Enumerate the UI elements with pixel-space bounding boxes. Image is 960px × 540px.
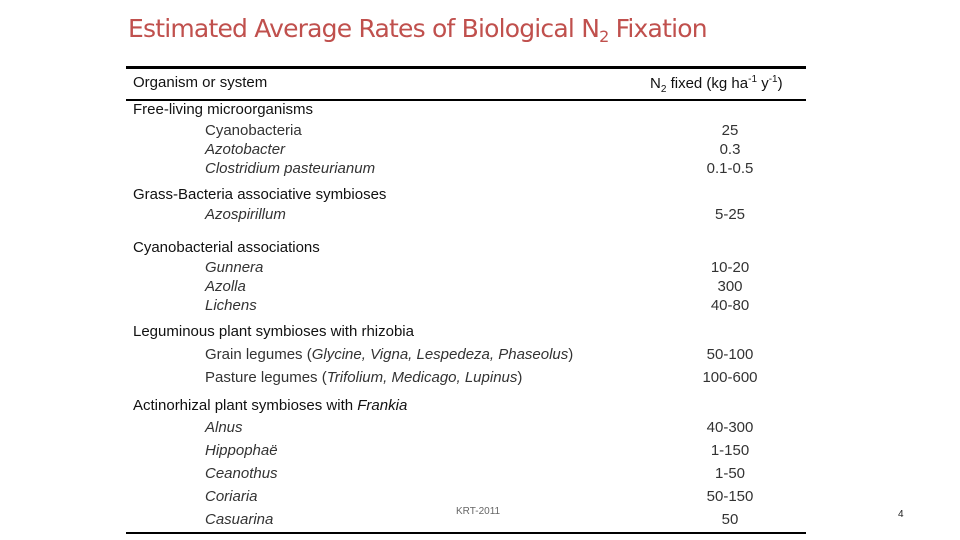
header-sup-1: -1 [748, 74, 758, 85]
header-close-paren: ) [777, 75, 783, 92]
organism-ceanothus: Ceanothus [205, 465, 278, 482]
organism-alnus: Alnus [205, 419, 243, 436]
organism-pasture-legumes [205, 368, 522, 387]
value-ceanothus: 1-50 [714, 465, 746, 482]
grain-legumes-genera: Glycine, Vigna, Lespedeza, Phaseolus [311, 346, 569, 363]
organism-casuarina: Casuarina [205, 511, 274, 528]
group-leguminous: Leguminous plant symbioses with rhizobia [133, 323, 414, 340]
title-prefix: Estimated Average Rates of Biological N [128, 14, 600, 43]
header-n: N [650, 75, 661, 92]
value-pasture-legumes: 100-600 [702, 369, 758, 386]
title-suffix: Fixation [608, 14, 707, 43]
value-casuarina: 50 [721, 511, 739, 528]
organism-azolla: Azolla [205, 278, 246, 295]
grain-legumes-suffix: ) [568, 346, 574, 363]
value-grain-legumes: 50-100 [706, 346, 754, 363]
value-azospirillum: 5-25 [714, 206, 746, 223]
organism-hippophae: Hippophaë [205, 442, 278, 459]
pasture-legumes-prefix: Pasture legumes ( [205, 369, 327, 386]
group-free-living: Free-living microorganisms [133, 101, 314, 118]
footer-text: KRT-2011 [456, 506, 501, 517]
slide-title [128, 14, 707, 46]
value-hippophae: 1-150 [710, 442, 750, 459]
column-header-n2-fixed [650, 74, 783, 95]
value-azolla: 300 [717, 278, 743, 295]
value-alnus: 40-300 [706, 419, 754, 436]
organism-grain-legumes [205, 345, 573, 364]
organism-clostridium: Clostridium pasteurianum [205, 160, 376, 177]
column-header-organism: Organism or system [133, 74, 268, 91]
value-azotobacter: 0.3 [719, 141, 741, 158]
value-coriaria: 50-150 [706, 488, 754, 505]
organism-azospirillum: Azospirillum [205, 206, 286, 223]
value-gunnera: 10-20 [710, 259, 750, 276]
title-subscript: 2 [599, 27, 609, 46]
header-sub-2: 2 [660, 84, 667, 95]
group-actinorhizal [133, 396, 407, 415]
organism-gunnera: Gunnera [205, 259, 264, 276]
group-grass-bacteria: Grass-Bacteria associative symbioses [133, 186, 387, 203]
value-clostridium: 0.1-0.5 [706, 160, 754, 177]
organism-azotobacter: Azotobacter [205, 141, 286, 158]
value-cyanobacteria: 25 [721, 122, 739, 139]
table-top-rule [126, 66, 806, 69]
grain-legumes-prefix: Grain legumes ( [205, 346, 312, 363]
page-number: 4 [898, 509, 904, 520]
header-fixed-kg-ha: fixed (kg ha [666, 75, 749, 92]
actinorhizal-label: Actinorhizal plant symbioses with [133, 397, 358, 414]
value-lichens: 40-80 [710, 297, 750, 314]
organism-lichens: Lichens [205, 297, 257, 314]
pasture-legumes-genera: Trifolium, Medicago, Lupinus [326, 369, 518, 386]
organism-cyanobacteria: Cyanobacteria [205, 122, 302, 139]
header-y: y [757, 75, 769, 92]
header-sup-2: -1 [768, 74, 778, 85]
organism-coriaria: Coriaria [205, 488, 258, 505]
group-cyanobacterial-associations: Cyanobacterial associations [133, 239, 320, 256]
pasture-legumes-suffix: ) [517, 369, 523, 386]
actinorhizal-frankia: Frankia [357, 397, 408, 414]
table-bottom-rule [126, 532, 806, 534]
